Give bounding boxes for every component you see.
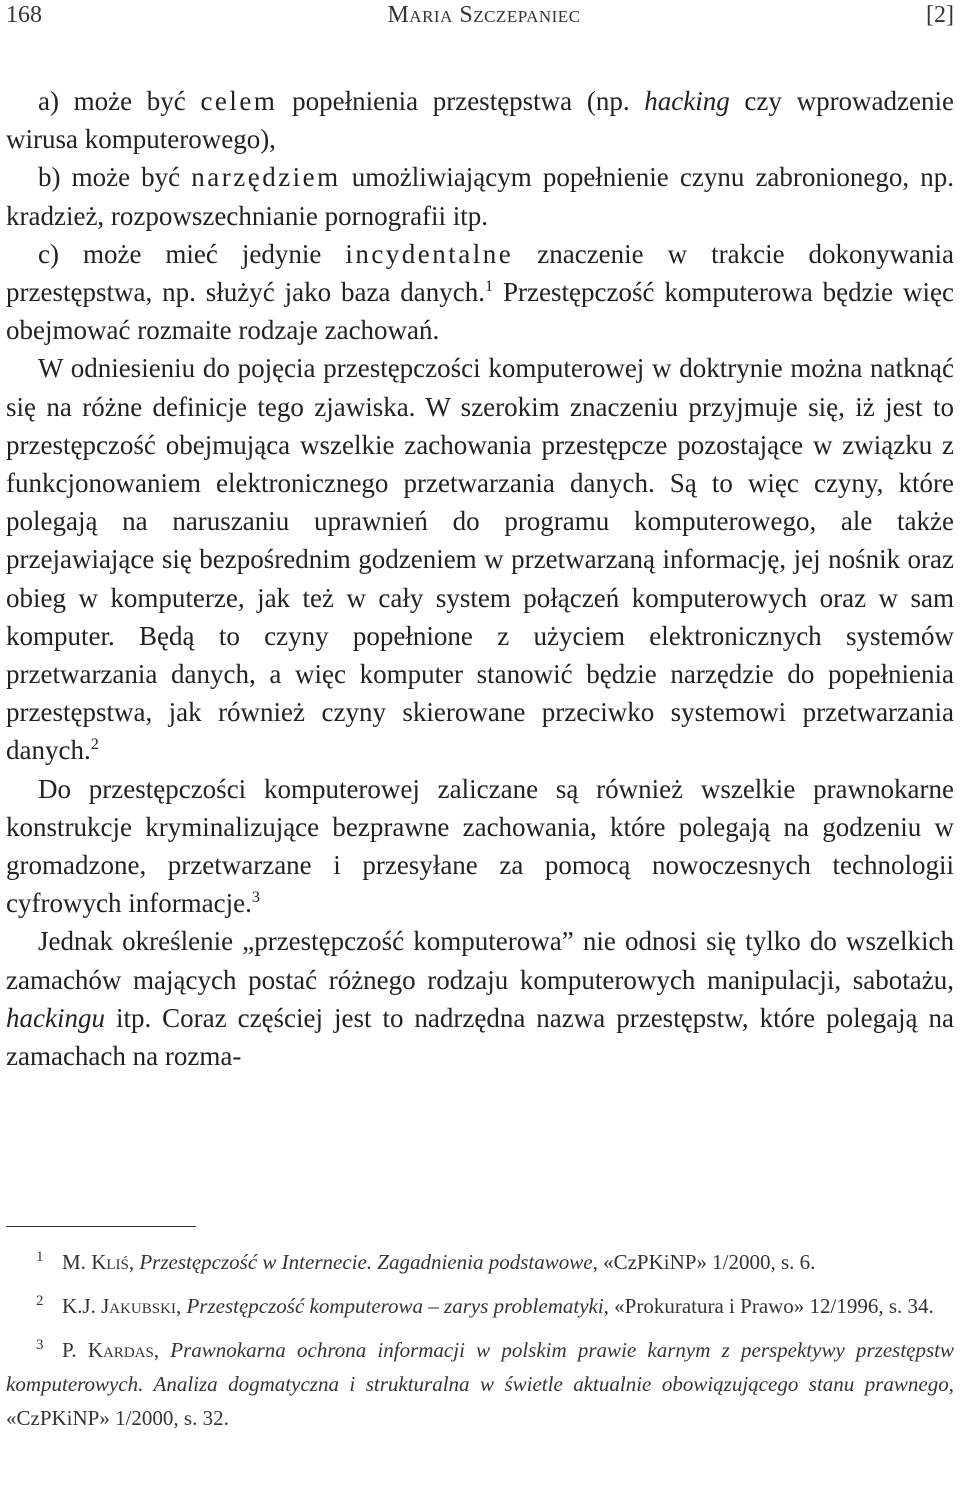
emphasized-term: narzędziem bbox=[191, 162, 341, 193]
text-run: itp. Coraz częściej jest to nadrzędna nazwa przestępstw, które polegają na zamachach na rozma- bbox=[6, 1002, 954, 1072]
text-run: b) może być bbox=[38, 162, 192, 193]
author-name: Kliś bbox=[91, 1250, 129, 1274]
paragraph bbox=[6, 922, 954, 1075]
running-header bbox=[6, 2, 954, 42]
text-run: Do przestępczości komputerowej zaliczane są również wszelkie prawnokarne konstrukcje kryminalizujące bezprawne zachowania, które polegają na godzeniu w gromadzone, przetwarzane i przesyłane za pomocą nowoczesnych technologii cyfrowych informacje. bbox=[6, 773, 954, 919]
author-name: Jakubski bbox=[101, 1294, 176, 1318]
text-run: , bbox=[128, 1250, 140, 1274]
text-run: P. bbox=[62, 1338, 88, 1362]
footnote-ref: 3 bbox=[251, 888, 260, 907]
text-run: znaczenie w trakcie dokonywania przestępstwa, np. służyć jako baza danych. bbox=[6, 238, 954, 308]
page-number: 168 bbox=[6, 2, 42, 28]
emphasized-term: incydentalne bbox=[345, 238, 514, 269]
work-title: Prawnokarna ochrona informacji w polskim prawie karnym z perspektywy przestępstw komputerowych. Analiza dogmatyczna i strukturalna w świetle aktualnie obowiązującego stanu prawnego bbox=[6, 1338, 955, 1396]
text-run: M. bbox=[62, 1250, 92, 1274]
text-run: a) może być bbox=[38, 86, 201, 116]
main-text bbox=[6, 82, 954, 1075]
text-run: Przestępczość komputerowa będzie więc obejmować rozmaite rodzaje zachowań. bbox=[6, 277, 954, 346]
author-name: Kardas bbox=[87, 1338, 154, 1362]
text-run: , «CzPKiNP» 1/2000, s. 6. bbox=[592, 1250, 816, 1274]
work-title: Przestępczość w Internecie. Zagadnienia podstawowe bbox=[139, 1250, 593, 1274]
text-run: c) może mieć jedynie bbox=[38, 238, 346, 269]
text-run: Jednak określenie „przestępczość komputerowa” nie odnosi się tylko do wszelkich zamachów mających postać różnego rodzaju komputerowych manipulacji, sabotażu, bbox=[6, 926, 954, 995]
footnote: 3 P. Kardas, Prawnokarna ochrona informacji w polskim prawie karnym z perspektywy przestępstw komputerowych. Analiza dogmatyczna i strukturalna w świetle aktualnie obowiązującego stanu prawnego, «CzPKiNP» 1/2000, s. 32. bbox=[6, 1337, 955, 1430]
text-run: , «CzPKiNP» 1/2000, s. 32. bbox=[6, 1372, 954, 1430]
running-title: Maria Szczepaniec bbox=[387, 2, 581, 28]
text-run: , «Prokuratura i Prawo» 12/1996, s. 34. bbox=[603, 1294, 934, 1318]
text-run: W odniesieniu do pojęcia przestępczości komputerowej w doktrynie można natknąć się na różne definicje tego zjawiska. W szerokim znaczeniu przyjmuje się, iż jest to przestępczość obejmująca wszelkie zachowania przestępcze pozostające w związku z funkcjonowaniem elektronicznego przetwarzania danych. Są to więc czyny, które polegają na naruszaniu uprawnień do programu komputerowego, ale także przejawiające się bezpośrednim godzeniem w przetwarzaną informację, jej nośnik oraz obieg w komputerze, jak też w cały system połączeń komputerowych oraz w sam komputer. Będą to czyny popełnione z użyciem elektronicznych systemów przetwarzania danych, a więc komputer stanowić będzie narzędzie do popełnienia przestępstwa, jak również czyny skierowane przeciwko systemowi przetwarzania danych. bbox=[6, 353, 954, 766]
emphasized-term: celem bbox=[200, 86, 278, 116]
paragraph bbox=[6, 349, 954, 769]
list-item-a bbox=[6, 82, 954, 158]
footnote-ref: 2 bbox=[90, 735, 99, 754]
text-run: czy wprowadzenie wirusa komputerowego), bbox=[6, 86, 954, 155]
italic-term: hackingu bbox=[6, 1002, 105, 1033]
text-run: , bbox=[153, 1338, 171, 1362]
text-run: popełnienia przestępstwa (np. bbox=[277, 86, 645, 116]
paragraph bbox=[6, 770, 954, 923]
work-title: Przestępczość komputerowa – zarys problematyki bbox=[186, 1294, 604, 1318]
footnote-ref: 1 bbox=[485, 277, 494, 296]
footnote: 1 M. Kliś, Przestępczość w Internecie. Zagadnienia podstawowe, «CzPKiNP» 1/2000, s. 6. bbox=[36, 1249, 816, 1274]
footnotes bbox=[6, 1245, 954, 1445]
text-run: umożliwiającym popełnienie czynu zabronionego, np. kradzież, rozpowszechnianie pornografii itp. bbox=[6, 162, 954, 231]
text-run: , bbox=[175, 1294, 187, 1318]
section-marker: [2] bbox=[926, 2, 954, 28]
footnote-separator bbox=[6, 1226, 196, 1227]
italic-term: hacking bbox=[644, 86, 730, 116]
list-item-c bbox=[6, 235, 954, 350]
list-item-b bbox=[6, 158, 954, 234]
text-run: K.J. bbox=[62, 1294, 102, 1318]
footnote: 2 K.J. Jakubski, Przestępczość komputerowa – zarys problematyki, «Prokuratura i Prawo» 12/1996, s. 34. bbox=[36, 1293, 934, 1318]
